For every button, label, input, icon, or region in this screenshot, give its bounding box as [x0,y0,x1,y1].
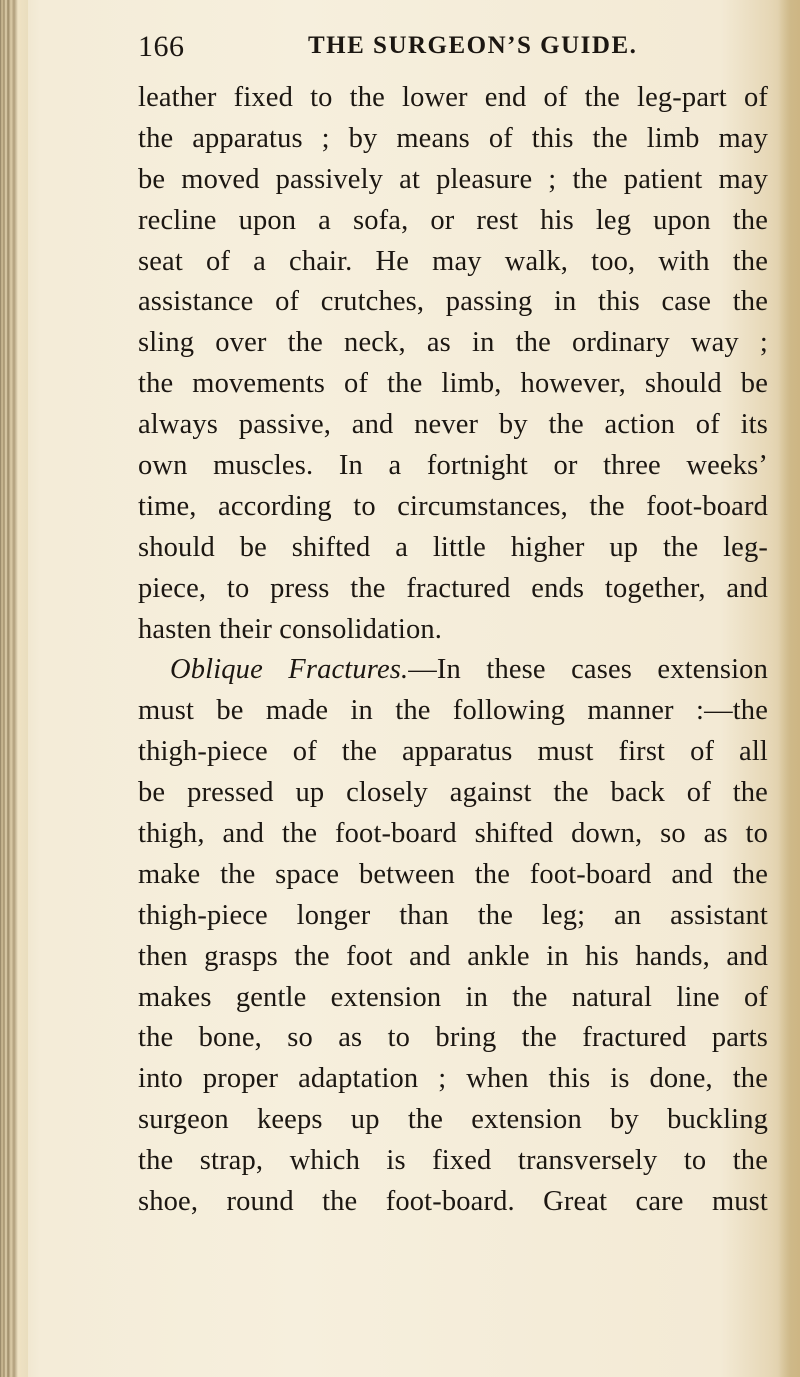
text-line: must be made in the following manner :—the [138,695,768,727]
text-line: thigh-piece longer than the leg; an assistant [138,899,768,931]
body-text [138,78,768,1223]
page-gutter [0,0,28,1377]
text-line: recline upon a sofa, or rest his leg upon the [138,204,768,236]
text-line: the movements of the limb, however, should be [138,368,768,400]
text-line: the strap, which is fixed transversely to the [138,1145,768,1177]
text-line: seat of a chair. He may walk, too, with the [138,245,768,277]
text-line: make the space between the foot-board and the [138,858,768,890]
text-line: be pressed up closely against the back of the [138,777,768,809]
text-line: should be shifted a little higher up the leg- [138,531,768,563]
text-line: leather fixed to the lower end of the leg-part of [138,82,768,113]
section-first-line [138,650,768,691]
page-number: 166 [138,30,185,63]
text-line: assistance of crutches, passing in this case the [138,286,768,318]
text-line: hasten their consolidation. [138,613,443,645]
page-header [138,22,768,72]
text-line: time, according to circumstances, the foot-board [138,490,768,522]
text-line: the apparatus ; by means of this the limb may [138,122,768,154]
text-line: thigh, and the foot-board shifted down, so as to [138,818,768,850]
text-line: surgeon keeps up the extension by buckling [138,1104,768,1136]
text-line: sling over the neck, as in the ordinary way ; [138,327,768,359]
text-line: always passive, and never by the action of its [138,409,768,441]
text-line: into proper adaptation ; when this is done, the [138,1063,768,1095]
text-line: thigh-piece of the apparatus must first of all [138,736,768,768]
text-line: the bone, so as to bring the fractured parts [138,1022,768,1054]
text-line: makes gentle extension in the natural line of [138,981,768,1013]
page-edge-shadow [778,0,800,1377]
section-heading: Oblique Fractures. [170,654,409,686]
text-line: be moved passively at pleasure ; the patient may [138,163,768,195]
section-first-line-text: —In these cases extension [408,654,768,686]
text-line: shoe, round the foot-board. Great care must [138,1186,768,1218]
text-line: then grasps the foot and ankle in his hands, and [138,940,768,972]
text-line: piece, to press the fractured ends together, and [138,572,768,604]
running-head: THE SURGEON’S GUIDE. [308,32,638,59]
text-line: own muscles. In a fortnight or three weeks’ [138,450,768,482]
